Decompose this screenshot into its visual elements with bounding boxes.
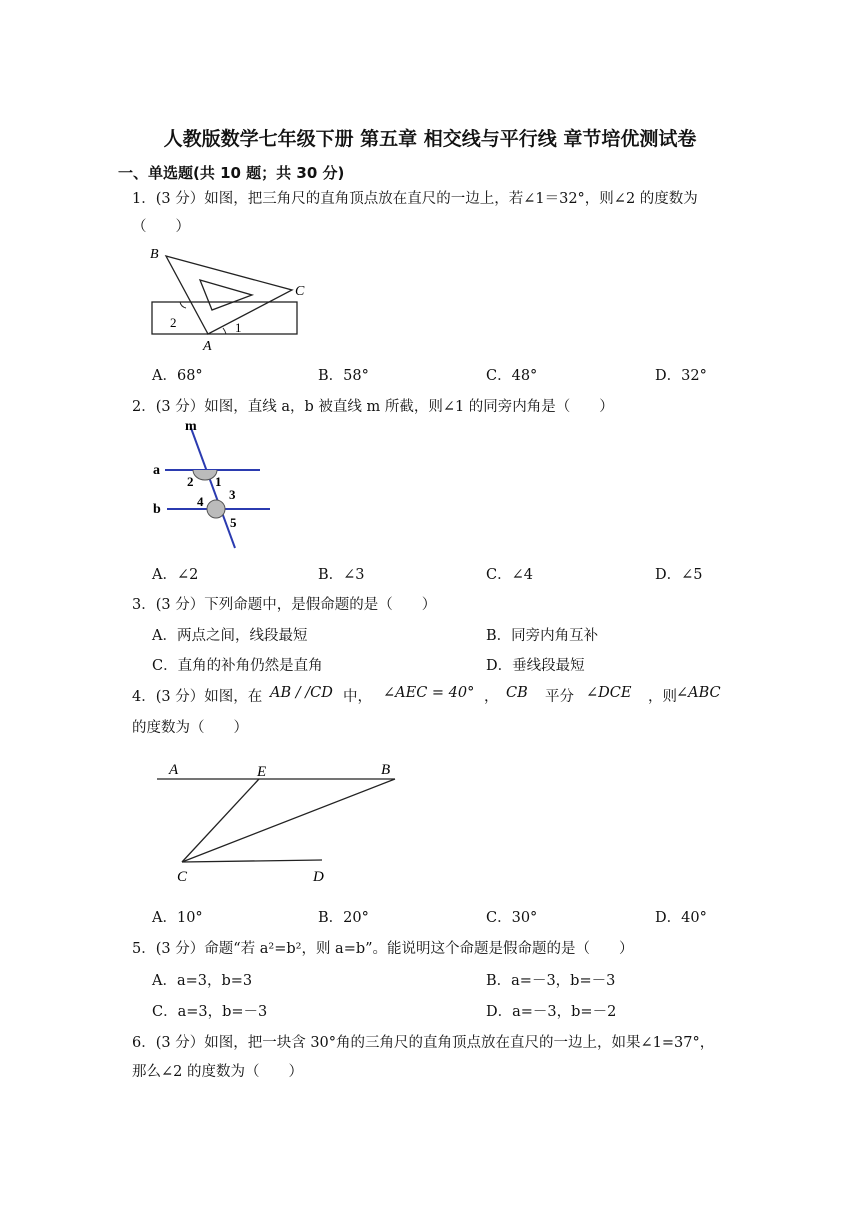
question-6-stem-line2: 那么∠2 的度数为（ ）: [132, 1064, 303, 1080]
triangle-inner: [200, 280, 252, 310]
question-1-option-d[interactable]: D．32°: [655, 368, 707, 384]
question-2-option-b[interactable]: B．∠3: [318, 567, 365, 583]
angle-3-4-5-mark: [207, 500, 225, 518]
question-4-option-c[interactable]: C．30°: [486, 910, 538, 926]
question-4-stem-part-6: CB: [506, 685, 528, 701]
question-3-option-d[interactable]: D．垂线段最短: [486, 658, 585, 674]
figure-label-2: 2: [170, 315, 177, 330]
question-4-stem-part-4: ∠AEC = 40°: [383, 685, 475, 701]
question-4-stem-part-9: ，则: [648, 689, 677, 705]
question-1-option-b[interactable]: B．58°: [318, 368, 369, 384]
figure-label-e: E: [257, 764, 267, 780]
figure-label-4: 4: [197, 494, 204, 509]
question-1-stem: 1．(3 分）如图，把三角尺的直角顶点放在直尺的一边上，若∠1＝32°，则∠2 的度数为: [132, 191, 698, 207]
question-3-option-c[interactable]: C．直角的补角仍然是直角: [152, 658, 323, 674]
section-heading: 一、单选题(共 10 题；共 30 分): [118, 164, 345, 182]
question-4-stem-part-5: ，: [484, 689, 499, 705]
line-cd: [182, 860, 322, 862]
figure-label-a: A: [169, 762, 179, 778]
figure-label-2: 2: [187, 474, 194, 489]
angle-2-arc: [180, 302, 186, 308]
question-4-option-a[interactable]: A．10°: [152, 910, 203, 926]
triangle-outer: [166, 256, 292, 334]
question-4-stem-part-10: ∠ABC: [676, 685, 721, 701]
question-2-option-a[interactable]: A．∠2: [152, 567, 199, 583]
question-5-option-a[interactable]: A．a=3，b=3: [152, 973, 253, 989]
question-1-stem-line2: （ ）: [132, 219, 190, 235]
question-3-option-a[interactable]: A．两点之间，线段最短: [152, 628, 308, 644]
page-title: 人教版数学七年级下册 第五章 相交线与平行线 章节培优测试卷: [163, 128, 697, 150]
figure-label-b: B: [381, 762, 391, 778]
question-4-stem-part-1: 4．(3 分）如图，在: [132, 689, 263, 705]
segment-ec: [182, 779, 259, 862]
segment-cb: [182, 779, 395, 862]
figure-label-d: D: [313, 869, 324, 885]
question-1-option-c[interactable]: C．48°: [486, 368, 538, 384]
question-4-option-b[interactable]: B．20°: [318, 910, 369, 926]
question-2-stem: 2．(3 分）如图，直线 a，b 被直线 m 所截，则∠1 的同旁内角是（ ）: [132, 399, 614, 415]
figure-label-m: m: [185, 419, 197, 434]
figure-label-a: A: [203, 339, 212, 354]
figure-label-1: 1: [215, 474, 222, 489]
figure-label-b: b: [153, 502, 161, 517]
question-4-stem-part-8: ∠DCE: [586, 685, 632, 701]
figure-label-c: C: [177, 869, 188, 885]
question-5-option-d[interactable]: D．a=－3，b=－2: [486, 1004, 617, 1020]
question-5-option-c[interactable]: C．a=3，b=－3: [152, 1004, 268, 1020]
figure-label-5: 5: [230, 515, 237, 530]
angle-1-arc: [223, 328, 226, 334]
question-1-option-a[interactable]: A．68°: [152, 368, 203, 384]
question-5-stem: 5．(3 分）命题“若 a²=b²，则 a=b”。能说明这个命题是假命题的是（ ）: [132, 941, 634, 957]
question-4-option-d[interactable]: D．40°: [655, 910, 707, 926]
question-4-stem-line2: 的度数为（ ）: [132, 720, 248, 736]
question-3-stem: 3．(3 分）下列命题中，是假命题的是（ ）: [132, 597, 437, 613]
question-4-stem-part-2: AB / /CD: [270, 685, 333, 701]
question-3-option-b[interactable]: B．同旁内角互补: [486, 628, 599, 644]
question-1-figure: [140, 240, 320, 355]
angle-1-2-mark: [193, 470, 217, 480]
question-5-option-b[interactable]: B．a=－3，b=－3: [486, 973, 616, 989]
question-4-stem-part-3: 中，: [343, 689, 372, 705]
question-2-figure: [145, 418, 280, 553]
question-4-figure: [155, 755, 405, 885]
figure-label-1: 1: [235, 320, 242, 335]
figure-label-a: a: [153, 463, 160, 478]
question-4-stem-part-7: 平分: [545, 689, 574, 705]
figure-label-3: 3: [229, 487, 236, 502]
figure-label-b: B: [150, 247, 159, 262]
question-2-option-c[interactable]: C．∠4: [486, 567, 533, 583]
question-2-option-d[interactable]: D．∠5: [655, 567, 703, 583]
figure-label-c: C: [295, 284, 305, 299]
question-6-stem: 6．(3 分）如图，把一块含 30°角的三角尺的直角顶点放在直尺的一边上，如果∠1=37°，: [132, 1035, 715, 1051]
